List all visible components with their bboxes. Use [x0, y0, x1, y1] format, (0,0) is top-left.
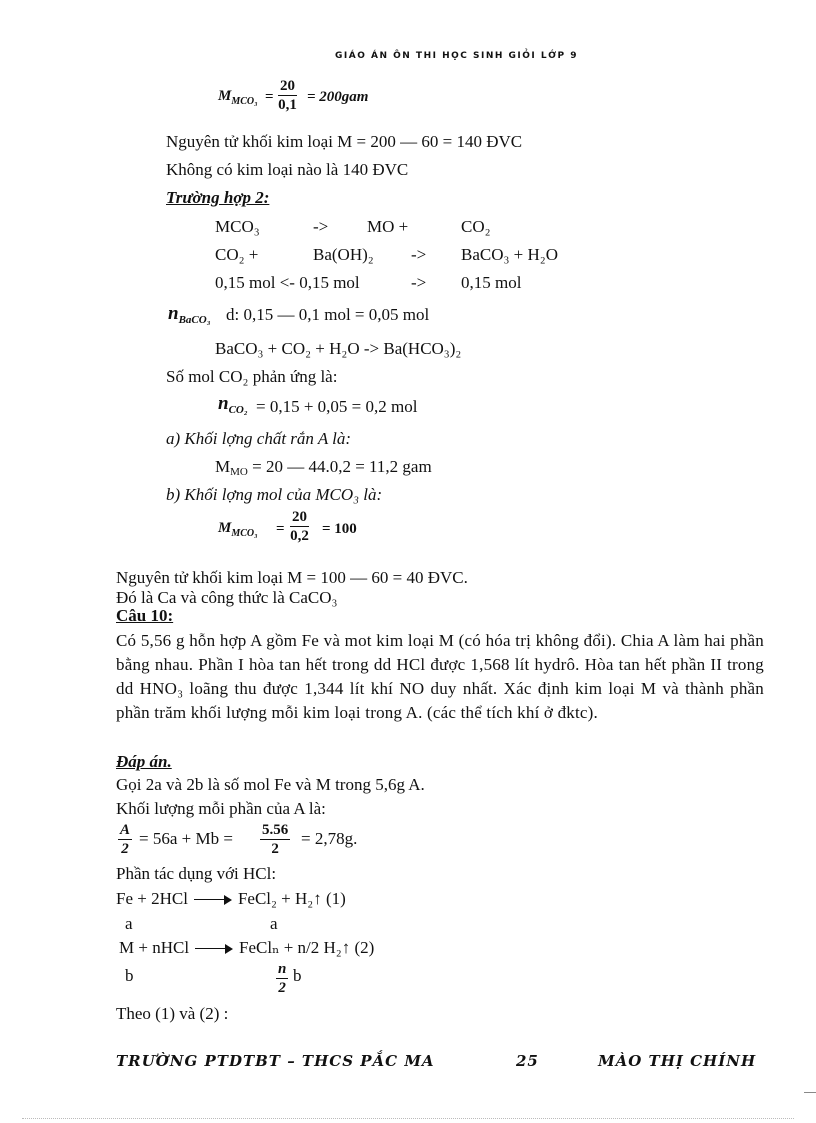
text-line-calcium: Đó là Ca và công thức là CaCO₃: [116, 588, 338, 607]
fraction-numerator: 20: [292, 509, 307, 525]
n-baco3-calculation: d: 0,15 — 0,1 mol = 0,05 mol: [226, 305, 430, 324]
mole-ratio-left: 0,15 mol <- 0,15 mol: [215, 273, 360, 292]
reaction-2-products: BaCO₃ + H₂O: [461, 245, 558, 264]
fraction-denominator: 2: [278, 980, 286, 996]
mole-symbol: n: [168, 303, 179, 324]
footer-author: MÀO THỊ CHÍNH: [598, 1052, 757, 1070]
text-line-let-2a-2b: Gọi 2a và 2b là số mol Fe và M trong 5,6g A.: [116, 775, 425, 794]
mole-label-h2: a: [270, 914, 278, 933]
mass-equation: = 56a + Mb =: [139, 829, 233, 848]
mole-subscript: CO₂: [228, 404, 248, 416]
mole-label-fe: a: [125, 914, 133, 933]
text-line-no-metal: Không có kim loại nào là 140 ĐVC: [166, 160, 409, 179]
equation-reactants: M + nHCl: [119, 938, 190, 957]
page-header: GIÁO ÁN ÔN THI HỌC SINH GIỎI LỚP 9: [335, 51, 578, 61]
formula-symbol: M: [218, 88, 232, 104]
mole-subscript: BaCO₃: [178, 314, 211, 326]
equation-products: FeCl₂ + H₂↑ (1): [237, 889, 346, 908]
mass-result: = 2,78g.: [301, 829, 358, 848]
page-bottom-divider: [22, 1118, 794, 1119]
question-10-heading: Câu 10:: [116, 606, 174, 625]
equation-reactants: Fe + 2HCl: [116, 889, 188, 908]
fraction-numerator: 5.56: [262, 822, 289, 838]
mole-symbol: n: [218, 393, 229, 414]
fraction-a-over-2: [118, 822, 132, 857]
case-2-heading: Trường hợp 2:: [166, 188, 270, 207]
mole-ratio-arrow: ->: [411, 273, 427, 292]
formula-subscript: MCO₃: [231, 96, 258, 107]
reaction-2-arrow: ->: [411, 245, 427, 264]
mole-label-h2: b: [293, 966, 302, 985]
long-arrow-icon: [194, 895, 232, 905]
text-line-mass-each-part: Khối lượng mỗi phần của A là:: [116, 799, 326, 818]
equation-2: [119, 938, 374, 958]
fraction-20-over-0-2: [290, 509, 309, 544]
fraction-20-over-0-1: [278, 78, 297, 113]
question-a: a) Khối lợng chất rắn A là:: [166, 429, 352, 448]
question-10-body: Có 5,56 g hỗn hợp A gồm Fe và mot kim loại M (có hóa trị không đổi). Chia A làm hai phần bằng nhau. Phần I hòa tan hết trong dd HCl được 1,568 lít hydrô. Hòa tan hết phần II trong dd HNO₃ loãng thu được 1,344 lít khí NO duy nhất. Xác định kim loại M và thành phần phần trăm khối lượng mỗi kim loại trong A. (các thể tích khí ở đktc).: [116, 631, 764, 722]
equation-1: [116, 889, 346, 909]
fraction-numerator: 20: [280, 78, 295, 94]
formula-subscript: MCO₃: [231, 528, 258, 539]
long-arrow-icon: [195, 944, 233, 954]
fraction-numerator: n: [278, 961, 287, 977]
formula-mmco3-2: [218, 520, 258, 539]
fraction-denominator: 2: [121, 841, 129, 857]
formula-result: = 100: [322, 521, 357, 537]
mass-expression: = 20 — 44.0,2 = 11,2 gam: [247, 457, 432, 476]
fraction-denominator: 2: [271, 841, 279, 857]
text-line-hcl-reaction: Phần tác dụng với HCl:: [116, 864, 277, 883]
text-line-according-to: Theo (1) và (2) :: [116, 1004, 229, 1023]
equation-products: FeClₙ + n/2 H₂↑ (2): [239, 938, 375, 957]
text-line-atomic-mass-40: Nguyên tử khối kim loại M = 100 — 60 = 40 ĐVC.: [116, 568, 468, 587]
footer-school: TRƯỜNG PTDTBT – THCS PẮC MA: [116, 1052, 435, 1070]
fraction-denominator: 0,2: [290, 528, 309, 544]
mass-subscript: MO: [230, 466, 248, 478]
reaction-bicarbonate: BaCO₃ + CO₂ + H₂O -> Ba(HCO₃)₂: [215, 339, 462, 358]
formula-symbol: M: [218, 520, 232, 536]
reaction-2-reactant-1: CO₂ +: [215, 245, 259, 264]
reaction-1-arrow: ->: [313, 217, 329, 236]
fraction-n-over-2: [276, 961, 288, 996]
reaction-1-product-1: MO +: [367, 217, 409, 236]
page-edge-mark: [804, 1092, 816, 1094]
mass-symbol: M: [215, 457, 231, 476]
question-b: b) Khối lợng mol của MCO₃ là:: [166, 485, 383, 504]
reaction-1-product-2: CO₂: [461, 217, 491, 236]
answer-heading: Đáp án.: [116, 752, 172, 771]
mass-mo-calculation: [215, 457, 432, 477]
formula-mmco3-1: [218, 88, 258, 107]
equals-sign: =: [276, 521, 285, 537]
fraction-denominator: 0,1: [278, 97, 297, 113]
mole-label-m: b: [125, 966, 134, 985]
fraction-5-56-over-2: [260, 822, 290, 857]
reaction-1-reactant: MCO₃: [215, 217, 260, 236]
n-baco3-symbol: [168, 303, 211, 326]
fraction-numerator: A: [120, 822, 131, 838]
formula-result: = 200gam: [307, 89, 369, 105]
mole-ratio-right: 0,15 mol: [461, 273, 522, 292]
n-co2-symbol: [218, 393, 248, 416]
n-co2-calculation: = 0,15 + 0,05 = 0,2 mol: [256, 397, 418, 416]
text-line-atomic-mass-140: Nguyên tử khối kim loại M = 200 — 60 = 140 ĐVC: [166, 132, 523, 151]
reaction-2-reactant-2: Ba(OH)₂: [313, 245, 374, 264]
text-line-co2-moles: Số mol CO₂ phản ứng là:: [166, 367, 338, 386]
footer-page-number: 25: [516, 1052, 539, 1070]
equals-sign: =: [265, 89, 274, 105]
